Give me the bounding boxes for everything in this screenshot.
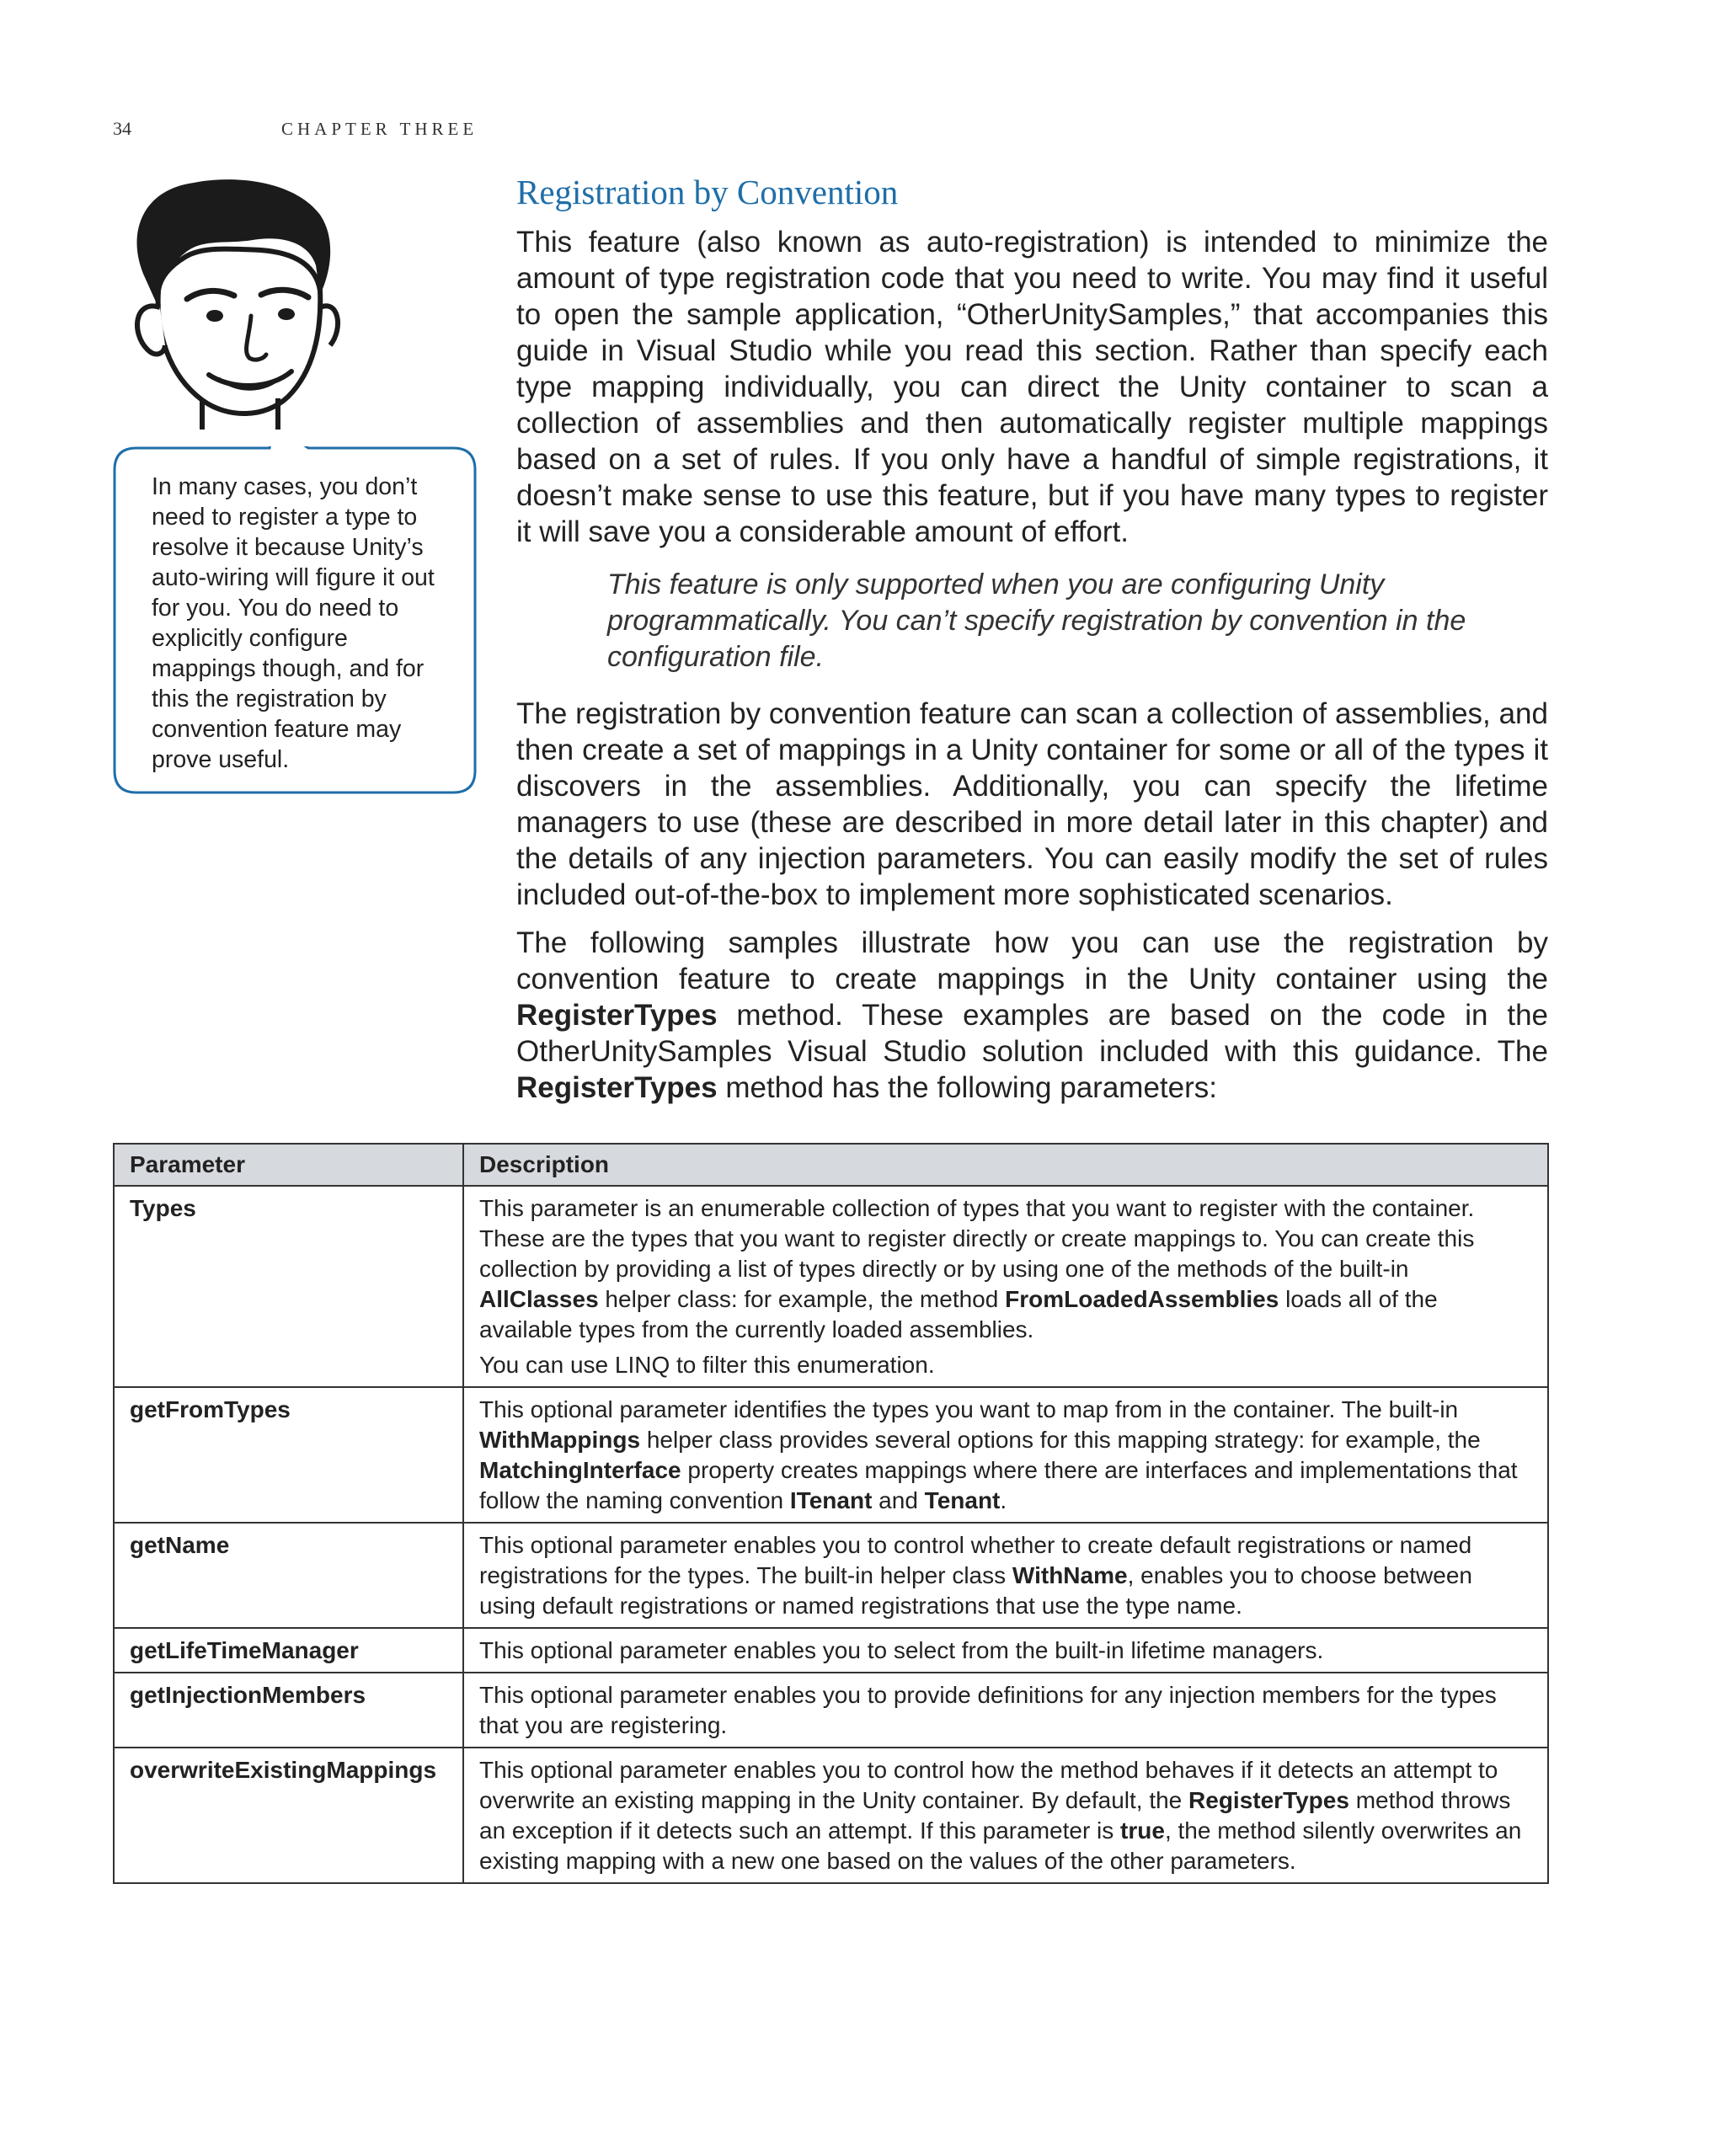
main-content xyxy=(516,168,1548,1118)
table-row xyxy=(114,1186,1548,1387)
table-row xyxy=(114,1673,1548,1748)
inline-code-registertypes: RegisterTypes xyxy=(516,999,718,1032)
table-row xyxy=(114,1748,1548,1883)
param-name: getName xyxy=(114,1523,463,1628)
table-row xyxy=(114,1387,1548,1523)
table-row xyxy=(114,1523,1548,1628)
chapter-label: CHAPTER THREE xyxy=(281,119,478,139)
param-name: getLifeTimeManager xyxy=(114,1628,463,1673)
header-description: Description xyxy=(463,1144,1548,1186)
param-name: overwriteExistingMappings xyxy=(114,1748,463,1883)
param-name: getInjectionMembers xyxy=(114,1673,463,1748)
param-name: Types xyxy=(114,1186,463,1387)
table-row xyxy=(114,1628,1548,1673)
paragraph-samples: The following samples illustrate how you can use the registration by convention feature to create mappings in the Unity container using the RegisterTypes method. These examples are based on the code in the OtherUnitySamples Visual Studio solution included with this guidance. The RegisterTypes method has the following parameters: xyxy=(516,926,1548,1104)
param-description: This optional parameter enables you to provide definitions for any injection members for the types that you are registering. xyxy=(463,1673,1548,1748)
param-description: This optional parameter enables you to control whether to create default registrations or named registrations for the types. The built-in helper class WithName, enables you to choose between using default registrations or named registrations that use the type name. xyxy=(463,1523,1548,1628)
page-number: 34 xyxy=(113,118,131,139)
section-title: Registration by Convention xyxy=(516,173,899,211)
param-description: This parameter is an enumerable collection of types that you want to register with the container. These are the types that you want to register directly or create mappings to. You can create this collection by providing a list of types directly or by using one of the methods of the built-in AllClasses helper class: for example, the method FromLoadedAssemblies loads all of the available types from the currently loaded assemblies. You can use LINQ to filter this enumeration. xyxy=(463,1186,1548,1387)
header-parameter: Parameter xyxy=(114,1144,463,1186)
developer-face-icon xyxy=(109,173,350,434)
paragraph-scan: The registration by convention feature can scan a collection of assemblies, and then create a set of mappings in a Unity container for some or all of the types it discovers in the assemblies. Additionally, you can specify the lifetime managers to use (these are described in more detail later in this chapter) and the details of any injection parameters. You can easily modify the set of rules included out-of-the-box to implement more sophisticated scenarios. xyxy=(516,697,1548,911)
param-name: getFromTypes xyxy=(114,1387,463,1523)
paragraph-intro: This feature (also known as auto-registration) is intended to minimize the amount of type registration code that you need to write. You may find it useful to open the sample application, “OtherUnitySamples,” that accompanies this guide in Visual Studio while you read this section. Rather than specify each type mapping individually, you can direct the Unity container to scan a collection of assemblies and then automatically register multiple mappings based on a set of rules. If you only have a handful of simple registrations, it doesn’t make sense to use this feature, but if you have many types to register it will save you a considerable amount of effort. xyxy=(516,226,1548,548)
tip-text: In many cases, you don’t need to register a type to resolve it because Unity’s auto-wiring will figure it out for you. You do need to explicitly configure mappings though, and for this the registration by convention feature may prove useful. xyxy=(152,473,435,773)
table-header-row xyxy=(114,1144,1548,1186)
running-head xyxy=(113,118,478,140)
inline-code-registertypes: RegisterTypes xyxy=(516,1071,718,1104)
note-italic: This feature is only supported when you are configuring Unity programmatically. You can’t specify registration by convention in the configuration file. xyxy=(607,568,1466,673)
param-description: This optional parameter enables you to control how the method behaves if it detects an attempt to overwrite an existing mapping in the Unity container. By default, the RegisterTypes method throws an exception if it detects such an attempt. If this parameter is true, the method silently overwrites an existing mapping with a new one based on the values of the other parameters. xyxy=(463,1748,1548,1883)
param-description: This optional parameter identifies the types you want to map from in the container. The built-in WithMappings helper class provides several options for this mapping strategy: for example, the MatchingInterface property creates mappings where there are interfaces and implementations that follow the naming convention ITenant and Tenant. xyxy=(463,1387,1548,1523)
tip-bubble xyxy=(113,446,477,796)
parameters-table xyxy=(113,1143,1549,1884)
param-description: This optional parameter enables you to select from the built-in lifetime managers. xyxy=(463,1628,1548,1673)
